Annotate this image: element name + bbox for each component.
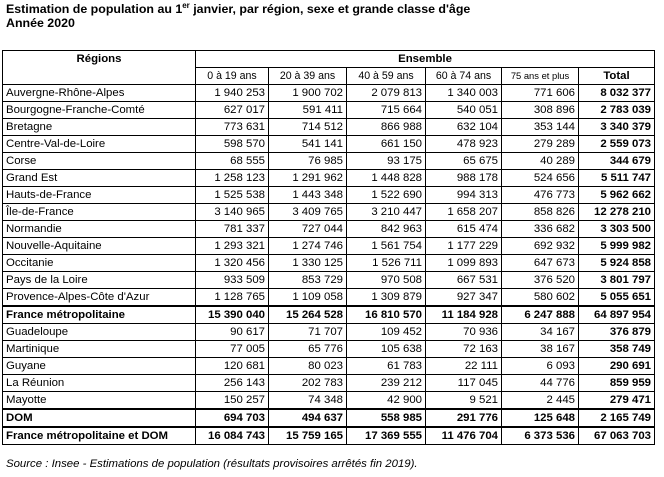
title-line-1 xyxy=(6,2,470,16)
cell-20-39: 1 900 702 xyxy=(269,85,347,102)
cell-0-19: 90 617 xyxy=(196,324,269,341)
region-cell: Provence-Alpes-Côte d'Azur xyxy=(3,289,196,307)
source-note: Source : Insee - Estimations de population (résultats provisoires arrêtés fin 2019). xyxy=(6,458,418,470)
title-text-end: janvier, par région, sexe et grande classe d'âge xyxy=(189,2,471,16)
table-row xyxy=(3,255,655,272)
cell-40-59: 558 985 xyxy=(347,409,426,427)
table-row xyxy=(3,341,655,358)
cell-0-19: 150 257 xyxy=(196,392,269,410)
table-row xyxy=(3,375,655,392)
cell-total: 376 879 xyxy=(579,324,655,341)
region-cell: Auvergne-Rhône-Alpes xyxy=(3,85,196,102)
cell-0-19: 1 525 538 xyxy=(196,187,269,204)
cell-0-19: 694 703 xyxy=(196,409,269,427)
cell-60-74: 11 476 704 xyxy=(426,427,502,445)
cell-60-74: 615 474 xyxy=(426,221,502,238)
column-header-0-19: 0 à 19 ans xyxy=(196,68,269,85)
region-cell: France métropolitaine et DOM xyxy=(3,427,196,445)
cell-0-19: 1 320 456 xyxy=(196,255,269,272)
cell-total: 3 801 797 xyxy=(579,272,655,289)
cell-0-19: 16 084 743 xyxy=(196,427,269,445)
cell-40-59: 17 369 555 xyxy=(347,427,426,445)
cell-20-39: 1 291 962 xyxy=(269,170,347,187)
cell-75-plus: 692 932 xyxy=(502,238,579,255)
column-header-60-74: 60 à 74 ans xyxy=(426,68,502,85)
cell-20-39: 494 637 xyxy=(269,409,347,427)
table-row xyxy=(3,392,655,410)
cell-60-74: 9 521 xyxy=(426,392,502,410)
cell-40-59: 842 963 xyxy=(347,221,426,238)
cell-0-19: 1 293 321 xyxy=(196,238,269,255)
cell-40-59: 239 212 xyxy=(347,375,426,392)
cell-60-74: 65 675 xyxy=(426,153,502,170)
cell-0-19: 773 631 xyxy=(196,119,269,136)
cell-20-39: 202 783 xyxy=(269,375,347,392)
cell-40-59: 661 150 xyxy=(347,136,426,153)
title-line-2: Année 2020 xyxy=(6,16,75,30)
cell-0-19: 1 128 765 xyxy=(196,289,269,307)
region-cell: Nouvelle-Aquitaine xyxy=(3,238,196,255)
table-row xyxy=(3,119,655,136)
column-header-40-59: 40 à 59 ans xyxy=(347,68,426,85)
table-row xyxy=(3,324,655,341)
table-row xyxy=(3,204,655,221)
cell-40-59: 105 638 xyxy=(347,341,426,358)
cell-60-74: 667 531 xyxy=(426,272,502,289)
cell-60-74: 988 178 xyxy=(426,170,502,187)
cell-20-39: 15 759 165 xyxy=(269,427,347,445)
region-cell: Bretagne xyxy=(3,119,196,136)
region-cell: Corse xyxy=(3,153,196,170)
cell-total: 64 897 954 xyxy=(579,306,655,324)
cell-20-39: 15 264 528 xyxy=(269,306,347,324)
cell-total: 5 055 651 xyxy=(579,289,655,307)
region-cell: Occitanie xyxy=(3,255,196,272)
cell-75-plus: 38 167 xyxy=(502,341,579,358)
cell-total: 8 032 377 xyxy=(579,85,655,102)
cell-40-59: 715 664 xyxy=(347,102,426,119)
cell-0-19: 120 681 xyxy=(196,358,269,375)
cell-60-74: 22 111 xyxy=(426,358,502,375)
cell-75-plus: 580 602 xyxy=(502,289,579,307)
cell-40-59: 1 309 879 xyxy=(347,289,426,307)
column-header-75-plus: 75 ans et plus xyxy=(502,68,579,85)
cell-20-39: 65 776 xyxy=(269,341,347,358)
cell-0-19: 781 337 xyxy=(196,221,269,238)
cell-40-59: 2 079 813 xyxy=(347,85,426,102)
summary-row xyxy=(3,409,655,427)
cell-60-74: 117 045 xyxy=(426,375,502,392)
cell-60-74: 1 658 207 xyxy=(426,204,502,221)
cell-total: 12 278 210 xyxy=(579,204,655,221)
cell-total: 2 165 749 xyxy=(579,409,655,427)
cell-total: 5 999 982 xyxy=(579,238,655,255)
cell-75-plus: 125 648 xyxy=(502,409,579,427)
cell-total: 290 691 xyxy=(579,358,655,375)
region-cell: Hauts-de-France xyxy=(3,187,196,204)
cell-40-59: 866 988 xyxy=(347,119,426,136)
cell-75-plus: 858 826 xyxy=(502,204,579,221)
cell-20-39: 71 707 xyxy=(269,324,347,341)
header-regions: Régions xyxy=(3,51,196,85)
cell-20-39: 74 348 xyxy=(269,392,347,410)
table-row xyxy=(3,289,655,307)
table-row xyxy=(3,272,655,289)
cell-0-19: 933 509 xyxy=(196,272,269,289)
title-superscript: er xyxy=(182,0,190,10)
cell-60-74: 1 099 893 xyxy=(426,255,502,272)
cell-0-19: 68 555 xyxy=(196,153,269,170)
cell-20-39: 80 023 xyxy=(269,358,347,375)
cell-0-19: 77 005 xyxy=(196,341,269,358)
summary-row xyxy=(3,306,655,324)
cell-40-59: 61 783 xyxy=(347,358,426,375)
cell-20-39: 76 985 xyxy=(269,153,347,170)
cell-total: 2 783 039 xyxy=(579,102,655,119)
region-cell: Mayotte xyxy=(3,392,196,410)
cell-20-39: 1 274 746 xyxy=(269,238,347,255)
cell-75-plus: 647 673 xyxy=(502,255,579,272)
cell-total: 344 679 xyxy=(579,153,655,170)
cell-40-59: 16 810 570 xyxy=(347,306,426,324)
cell-40-59: 1 526 711 xyxy=(347,255,426,272)
cell-60-74: 1 177 229 xyxy=(426,238,502,255)
cell-total: 5 924 858 xyxy=(579,255,655,272)
title-text: Estimation de population au 1 xyxy=(6,2,183,16)
cell-40-59: 970 508 xyxy=(347,272,426,289)
region-cell: Grand Est xyxy=(3,170,196,187)
column-header-20-39: 20 à 39 ans xyxy=(269,68,347,85)
table-row xyxy=(3,221,655,238)
cell-0-19: 3 140 965 xyxy=(196,204,269,221)
cell-75-plus: 524 656 xyxy=(502,170,579,187)
cell-20-39: 1 330 125 xyxy=(269,255,347,272)
region-cell: Guadeloupe xyxy=(3,324,196,341)
cell-75-plus: 6 247 888 xyxy=(502,306,579,324)
region-cell: DOM xyxy=(3,409,196,427)
cell-total: 3 303 500 xyxy=(579,221,655,238)
cell-total: 67 063 703 xyxy=(579,427,655,445)
cell-total: 358 749 xyxy=(579,341,655,358)
column-header-total: Total xyxy=(579,68,655,85)
cell-40-59: 1 561 754 xyxy=(347,238,426,255)
page-title xyxy=(6,2,470,30)
cell-40-59: 93 175 xyxy=(347,153,426,170)
population-table xyxy=(2,50,655,445)
cell-60-74: 540 051 xyxy=(426,102,502,119)
cell-75-plus: 376 520 xyxy=(502,272,579,289)
cell-40-59: 3 210 447 xyxy=(347,204,426,221)
cell-60-74: 72 163 xyxy=(426,341,502,358)
cell-0-19: 1 258 123 xyxy=(196,170,269,187)
table-row xyxy=(3,102,655,119)
table-body xyxy=(3,85,655,445)
cell-20-39: 727 044 xyxy=(269,221,347,238)
cell-60-74: 11 184 928 xyxy=(426,306,502,324)
cell-60-74: 291 776 xyxy=(426,409,502,427)
cell-total: 3 340 379 xyxy=(579,119,655,136)
cell-75-plus: 44 776 xyxy=(502,375,579,392)
table-row xyxy=(3,238,655,255)
cell-20-39: 714 512 xyxy=(269,119,347,136)
region-cell: La Réunion xyxy=(3,375,196,392)
cell-75-plus: 308 896 xyxy=(502,102,579,119)
cell-75-plus: 476 773 xyxy=(502,187,579,204)
cell-75-plus: 353 144 xyxy=(502,119,579,136)
cell-40-59: 1 522 690 xyxy=(347,187,426,204)
cell-20-39: 1 109 058 xyxy=(269,289,347,307)
cell-20-39: 1 443 348 xyxy=(269,187,347,204)
cell-0-19: 15 390 040 xyxy=(196,306,269,324)
cell-40-59: 109 452 xyxy=(347,324,426,341)
cell-0-19: 1 940 253 xyxy=(196,85,269,102)
cell-20-39: 853 729 xyxy=(269,272,347,289)
cell-60-74: 1 340 003 xyxy=(426,85,502,102)
cell-60-74: 994 313 xyxy=(426,187,502,204)
region-cell: Normandie xyxy=(3,221,196,238)
cell-75-plus: 34 167 xyxy=(502,324,579,341)
table-row xyxy=(3,85,655,102)
header-ensemble: Ensemble xyxy=(196,51,655,68)
summary-row xyxy=(3,427,655,445)
cell-total: 859 959 xyxy=(579,375,655,392)
cell-60-74: 478 923 xyxy=(426,136,502,153)
cell-75-plus: 279 289 xyxy=(502,136,579,153)
cell-0-19: 598 570 xyxy=(196,136,269,153)
cell-total: 5 962 662 xyxy=(579,187,655,204)
region-cell: France métropolitaine xyxy=(3,306,196,324)
cell-20-39: 541 141 xyxy=(269,136,347,153)
table-row xyxy=(3,136,655,153)
cell-total: 2 559 073 xyxy=(579,136,655,153)
cell-75-plus: 6 093 xyxy=(502,358,579,375)
cell-60-74: 927 347 xyxy=(426,289,502,307)
region-cell: Guyane xyxy=(3,358,196,375)
cell-total: 279 471 xyxy=(579,392,655,410)
cell-60-74: 70 936 xyxy=(426,324,502,341)
cell-75-plus: 40 289 xyxy=(502,153,579,170)
cell-75-plus: 771 606 xyxy=(502,85,579,102)
cell-75-plus: 6 373 536 xyxy=(502,427,579,445)
cell-20-39: 591 411 xyxy=(269,102,347,119)
cell-20-39: 3 409 765 xyxy=(269,204,347,221)
region-cell: Île-de-France xyxy=(3,204,196,221)
table-row xyxy=(3,170,655,187)
cell-40-59: 42 900 xyxy=(347,392,426,410)
cell-0-19: 256 143 xyxy=(196,375,269,392)
region-cell: Martinique xyxy=(3,341,196,358)
cell-40-59: 1 448 828 xyxy=(347,170,426,187)
table-row xyxy=(3,358,655,375)
cell-60-74: 632 104 xyxy=(426,119,502,136)
cell-75-plus: 336 682 xyxy=(502,221,579,238)
cell-total: 5 511 747 xyxy=(579,170,655,187)
region-cell: Centre-Val-de-Loire xyxy=(3,136,196,153)
table-row xyxy=(3,187,655,204)
region-cell: Bourgogne-Franche-Comté xyxy=(3,102,196,119)
cell-75-plus: 2 445 xyxy=(502,392,579,410)
region-cell: Pays de la Loire xyxy=(3,272,196,289)
table-row xyxy=(3,153,655,170)
cell-0-19: 627 017 xyxy=(196,102,269,119)
